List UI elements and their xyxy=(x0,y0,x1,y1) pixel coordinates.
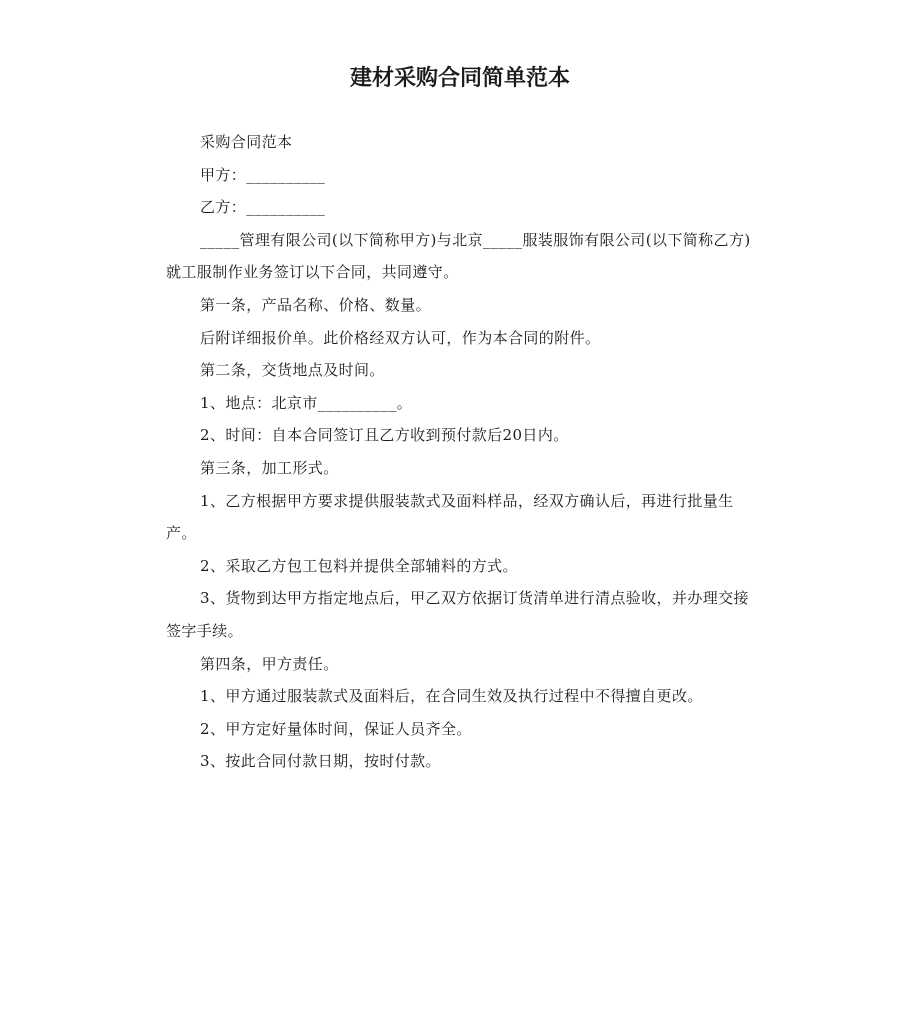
paragraph-article-2: 第二条，交货地点及时间。 xyxy=(200,361,385,380)
paragraph-article-3-item-1: 1、乙方根据甲方要求提供服装款式及面料样品，经双方确认后，再进行批量生产。 xyxy=(166,491,734,543)
paragraph-heading: 采购合同范本 xyxy=(200,133,293,151)
paragraph-party-a: 甲方：__________ xyxy=(200,165,326,184)
paragraph-article-3-item-2: 2、采取乙方包工包料并提供全部辅料的方式。 xyxy=(200,556,518,575)
paragraph-article-3: 第三条，加工形式。 xyxy=(200,458,339,477)
paragraph-article-4-item-2: 2、甲方定好量体时间，保证人员齐全。 xyxy=(200,719,472,738)
paragraph-article-1-detail: 后附详细报价单。此价格经双方认可，作为本合同的附件。 xyxy=(200,328,601,347)
paragraph-article-2-item-1: 1、地点：北京市__________。 xyxy=(200,393,413,412)
document-title: 建材采购合同简单范本 xyxy=(349,66,570,91)
paragraph-article-4-item-3: 3、按此合同付款日期，按时付款。 xyxy=(200,752,441,771)
paragraph-article-3-item-3: 3、货物到达甲方指定地点后，甲乙双方依据订货清单进行清点验收，并办理交接签字手续。 xyxy=(166,589,749,640)
paragraph-article-2-item-2: 2、时间：自本合同签订且乙方收到预付款后20日内。 xyxy=(200,426,569,445)
paragraph-article-4: 第四条，甲方责任。 xyxy=(200,654,339,673)
paragraph-intro: _____管理有限公司(以下简称甲方)与北京_____服装服饰有限公司(以下简称乙方)就工服制作业务签订以下合同，共同遵守。 xyxy=(166,230,751,282)
paragraph-article-4-item-1: 1、甲方通过服装款式及面料后，在合同生效及执行过程中不得擅自更改。 xyxy=(200,687,703,706)
document-body xyxy=(166,126,756,778)
paragraph-article-1: 第一条，产品名称、价格、数量。 xyxy=(200,295,432,314)
paragraph-party-b: 乙方：__________ xyxy=(200,198,326,217)
